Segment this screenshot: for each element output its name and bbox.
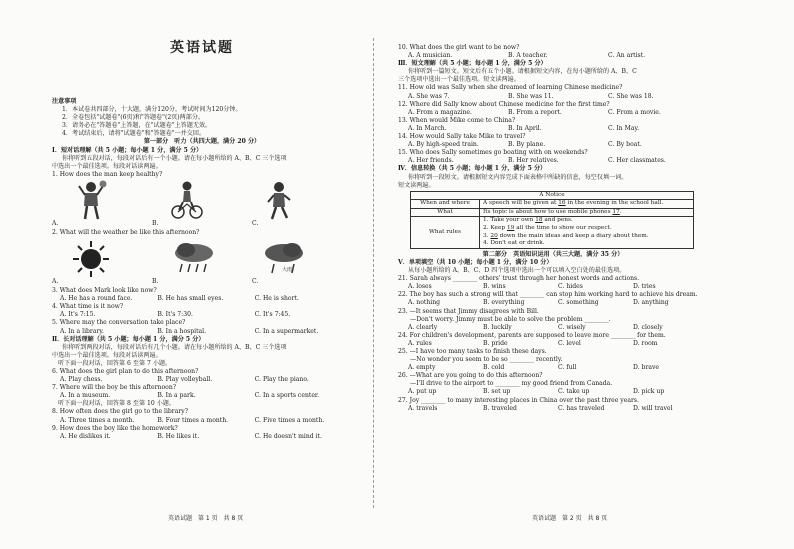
question-4: 4. What time is it now? [52,303,124,311]
rule-3 [483,233,690,241]
notice-what-cell [480,208,694,217]
q1-option-b [152,180,252,228]
part1-heading: 第一部分 听力（共四大题，满分 20 分） [143,138,261,146]
rule-3-post: down the main ideas and keep a diary about them. [499,232,649,239]
q13-option-a: A. In March. [408,124,447,132]
right-page [398,44,708,413]
q3-option-a: A. He has a round face. [60,295,133,303]
question-5: 5. Where may the conversation take place? [52,319,186,327]
q26-option-b: B. set up [483,388,511,396]
note-4: 4．考试结束后，请将"试题卷"和"答题卷"一并交回。 [62,130,206,138]
question-23-reply: —Don't worry. Jimmy must be able to solve the problem ________. [398,315,611,323]
section1-desc-2: 中选出一个最佳选项。每段对话读两遍。 [52,162,162,170]
jogging-icon [262,180,296,220]
rain-cloud-icon [172,242,216,276]
question-23: 23. —It seems that Jimmy disagrees with Bill. [398,307,539,315]
question-24: 24. For children's development, parents are supposed to leave more ________ for them. [398,331,666,339]
q8-option-c: C. Five times a month. [254,416,325,424]
rule-4: 4. Don't eat or drink. [483,240,545,247]
question-1: 1. How does the man keep healthy? [52,170,163,178]
q9-option-c: C. He doesn't mind it. [254,432,322,440]
question-25: 25. —I have too many tasks to finish these days. [398,347,547,355]
question-9: 9. How does the boy like the homework? [52,424,178,432]
notice-what-pre: Its topic is about how to use mobile phones [483,208,611,215]
q7-option-c: C. In a sports center. [254,392,320,400]
q3-option-c: C. He is short. [254,295,299,303]
section4-desc-2: 短文读两遍。 [398,181,435,189]
rule-1-post: and pens. [544,217,573,224]
q26-option-c: C. take up [558,388,590,396]
q1-label-c: C. [252,219,259,227]
q22-option-c: C. something [558,299,599,307]
left-page [52,98,352,441]
section2-desc-2: 中选出一个最佳选项。每段对话读两遍。 [52,351,162,359]
q23-option-b: B. luckily [483,323,512,331]
q24-option-d: D. room [633,339,658,347]
q13-options [398,125,708,133]
q2-option-c [252,238,352,286]
part2-heading: 第二部分 英语知识运用（共三大题，满分 35 分） [482,250,624,258]
q23-option-a: A. clearly [408,323,438,331]
q1-label-a: A. [52,219,59,227]
note-2: 2．全卷包括"试题卷"(6页)和"答题卷"(2页)两部分。 [62,114,205,122]
q12-options [398,109,708,117]
q12-option-b: B. From a report. [508,108,562,116]
q23-options [398,324,708,332]
section3-desc-2: 三个选项中选出一个最佳选项。短文读两遍。 [398,76,520,84]
note-1: 1．本试卷共四部分，十大题，满分120分，考试时间为120分钟。 [62,106,242,114]
q1-pictures [52,180,352,228]
q11-options [398,93,708,101]
question-15: 15. Who does Sally sometimes go boating with on weekends? [398,149,588,157]
playing-basketball-icon [74,180,108,220]
section4-desc-1: 你将听到一段短文。请根据短文内容完成下面表格中所缺的信息，每空仅填一词。 [408,173,628,181]
section1-heading: Ⅰ．短对话理解（共 5 小题；每小题 1 分，满分 5 分） [52,146,203,154]
q10-option-a: A. A musician. [408,52,453,60]
q26-options [398,388,708,396]
q26-option-a: A. put up [408,388,437,396]
q7-option-b: B. In a park. [157,392,196,400]
q2-label-a: A. [52,277,59,285]
q15-option-b: B. Her relatives. [508,157,559,165]
q21-options [398,283,708,291]
notice-header: A Notice [411,191,694,200]
question-25-reply: —No wonder you seem to be so ________ recently. [398,356,563,364]
q25-options [398,364,708,372]
q27-option-a: A. travels [408,404,438,412]
q21-option-b: B. wins [483,283,506,291]
q4-option-b: B. It's 7:30. [157,311,193,319]
question-8: 8. How often does the girl go to the library? [52,408,188,416]
question-2: 2. What will the weather be like this afternoon? [52,228,200,236]
q1-option-a [52,180,152,228]
question-26-reply: —I'll drive to the airport to ________ my good friend from Canada. [398,380,613,388]
q24-option-c: C. level [558,339,581,347]
q27-option-c: C. has traveled [558,404,605,412]
q9-option-a: A. He dislikes it. [60,432,111,440]
section3-desc-1: 你将听到一篇短文。短文后有五个小题。请根据短文内容，在每小题所给的 A、B、C [408,68,637,76]
section5-desc: 从每小题所给的 A、B、C、D 四个选项中选出一个可以填入空白处的最佳选项。 [408,267,626,275]
question-10: 10. What does the girl want to be now? [398,44,520,51]
q9-options [52,433,352,441]
q2-icon-caption: 大雨 [282,267,293,274]
q25-option-d: D. brave [633,364,660,372]
notice-table [410,191,694,249]
q5-options [52,328,352,336]
q5-option-a: A. In a library. [60,327,104,335]
q22-option-d: D. anything [633,299,669,307]
rule-2-post: all the time to show our respect. [516,225,612,232]
q4-option-c: C. It's 7:45. [254,311,291,319]
question-22: 22. The boy has such a strong will that ________ can stop him working hard to achieve his dream. [398,291,698,299]
q10-options [398,52,708,60]
section3-heading: Ⅲ．短文理解（共 5 小题；每小题 1 分，满分 5 分） [398,60,547,68]
riding-bike-icon [170,180,204,220]
q14-options [398,141,708,149]
blank-18[interactable]: 18 [535,217,543,224]
q14-option-c: C. By boat. [608,141,642,149]
q10-option-b: B. A teacher. [508,52,548,60]
blank-17[interactable]: 17 [612,208,620,215]
q3-options [52,295,352,303]
q2-pictures [52,238,352,286]
q14-option-a: A. By high-speed train. [408,141,479,149]
page-title: 英语试题 [170,40,234,56]
q3-option-b: B. He has small eyes. [157,295,224,303]
q22-option-a: A. nothing [408,299,441,307]
notice-what-post: . [619,208,622,215]
sun-icon [72,240,110,278]
q6-option-a: A. Play chess. [60,376,103,384]
notes-heading: 注意事项 [52,98,77,105]
q9-option-b: B. He likes it. [157,432,200,440]
question-27: 27. Joy ________ to many interesting places in China over the past three years. [398,396,639,404]
q25-option-a: A. empty [408,364,436,372]
q21-option-a: A. loses [408,283,432,291]
q26-option-d: D. pick up [633,388,665,396]
q22-options [398,299,708,307]
q12-option-a: A. From a magazine. [408,108,472,116]
q1-label-b: B. [152,219,159,227]
q11-option-b: B. She was 11. [508,92,554,100]
notice-what-label: What [411,208,480,217]
q5-option-c: C. In a supermarket. [254,327,319,335]
q4-option-a: A. It's 7:15. [60,311,96,319]
notice-rules-cell [480,217,694,248]
q13-option-b: B. In April. [508,124,542,132]
q2-label-b: B. [152,277,159,285]
q11-option-c: C. She was 18. [608,92,654,100]
question-7: 7. Where will the boy be this afternoon? [52,384,177,392]
q22-option-b: B. everything [483,299,525,307]
notice-rules-label: What rules [411,217,480,248]
question-14: 14. How would Sally take Mike to travel? [398,133,526,141]
q23-option-d: D. closely [633,323,663,331]
q27-option-b: B. traveled [483,404,517,412]
q15-option-c: C. Her classmates. [608,157,666,165]
q6-option-c: C. Play the piano. [254,376,309,384]
q24-option-a: A. rules [408,339,432,347]
rule-3-pre: 3. [483,232,489,239]
blank-16[interactable]: 16 [558,200,566,207]
q11-option-a: A. She was 7. [408,92,450,100]
q25-option-b: B. cold [483,364,505,372]
question-21: 21. Sarah always ________ others' trust through her honest words and actions. [398,275,640,283]
page-divider [373,38,374,508]
q2-option-a [52,238,152,286]
q4-options [52,311,352,319]
section5-heading: Ⅴ．单项填空（共 10 小题；每小题 1 分，满分 10 分） [398,258,553,266]
notice-when-label: When and where [411,200,480,209]
question-6: 6. What does the girl plan to do this afternoon? [52,367,199,375]
q21-option-d: D. tries [633,283,656,291]
notice-when-post: in the evening in the school hall. [567,200,664,207]
q27-options [398,405,708,413]
question-13: 13. When would Mike come to China? [398,116,516,124]
q1-option-c [252,180,352,228]
listen-instruction-2: 听下面一段对话，回答第 8 至第 10 小题。 [52,400,175,408]
note-3: 3．请务必在"答题卷"上答题，在"试题卷"上答题无效。 [62,122,212,130]
q23-option-c: C. wisely [558,323,586,331]
question-11: 11. How old was Sally when she dreamed of learning Chinese medicine? [398,84,623,92]
right-page-footer: 英语试题 第 2 页 共 8 页 [532,515,608,522]
question-26: 26. —What are you going to do this afternoon? [398,372,543,380]
section1-desc-1: 你将听到五段对话，每段对话后有一个小题。请在每小题所给的 A、B、C 三个选项 [62,154,287,162]
q10-option-c: C. An artist. [608,52,646,60]
notice-when-cell [480,200,694,209]
rule-2-pre: 2. Keep [483,225,506,232]
q8-option-b: B. Four times a month. [157,416,229,424]
left-page-footer: 英语试题 第 1 页 共 8 页 [168,515,244,522]
notice-when-pre: A speech will be given at [483,200,557,207]
q8-options [52,417,352,425]
q25-option-c: C. full [558,364,577,372]
q14-option-b: B. By plane. [508,141,546,149]
q15-option-a: A. Her friends. [408,157,454,165]
q6-option-b: B. Play volleyball. [157,376,213,384]
q2-label-c: C. [252,277,259,285]
section2-desc-3: 听下面一段对话，回答第 6 至第 7 小题。 [52,359,172,367]
q8-option-a: A. Three times a month. [60,416,135,424]
question-3: 3. What does Mark look like now? [52,287,157,295]
rule-2 [483,225,690,233]
q27-option-d: D. will travel [633,404,673,412]
q13-option-c: C. In May. [608,124,640,132]
q21-option-c: C. hides [558,283,583,291]
q2-option-b [152,238,252,286]
q24-options [398,340,708,348]
blank-20[interactable]: 20 [490,232,498,239]
section2-heading: Ⅱ．长对话理解（共 5 小题；每小题 1 分，满分 5 分） [52,335,205,343]
q7-option-a: A. In a museum. [60,392,111,400]
section4-heading: Ⅳ．信息转换（共 5 小题；每小题 1 分，满分 5 分） [398,165,547,173]
section2-desc-1: 你将听到两段对话，每段对话后有几个小题。请在每小题所给的 A、B、C 三个选项 [62,343,287,351]
question-12: 12. Where did Sally know about Chinese medicine for the first time? [398,100,610,108]
rule-1 [483,217,690,225]
q12-option-c: C. From a movie. [608,108,661,116]
q6-options [52,376,352,384]
q24-option-b: B. pride [483,339,508,347]
q5-option-b: B. In a hospital. [157,327,207,335]
rule-1-pre: 1. Take your own [483,217,534,224]
blank-19[interactable]: 19 [506,225,515,232]
